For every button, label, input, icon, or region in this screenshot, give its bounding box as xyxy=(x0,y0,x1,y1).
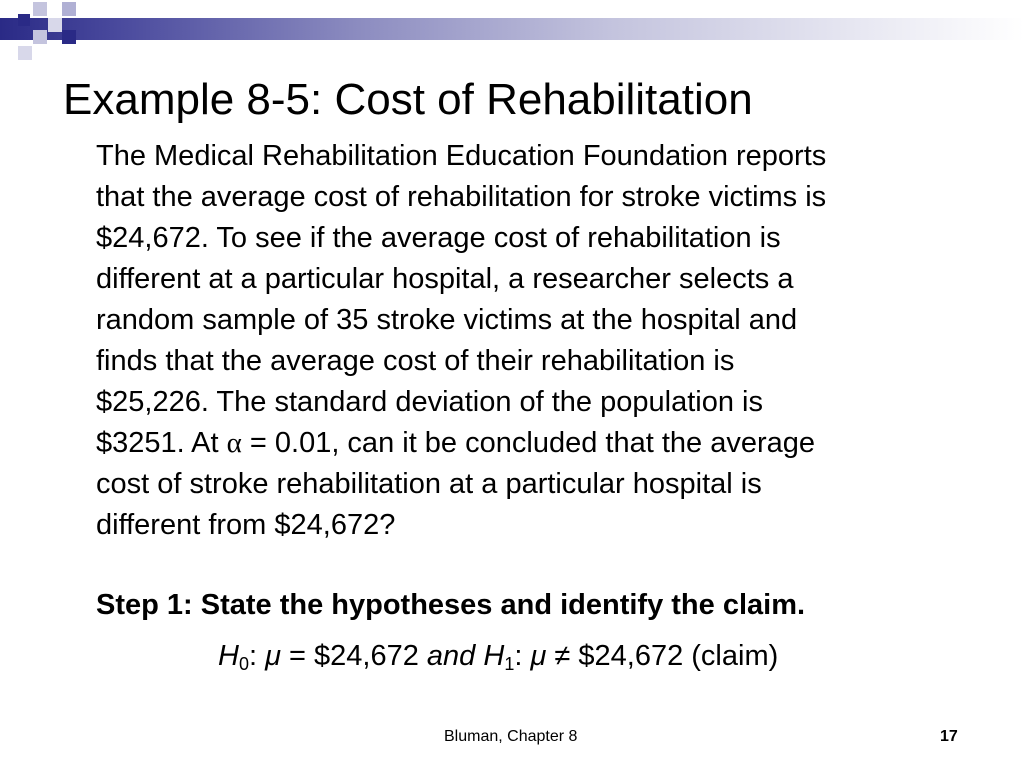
problem-paragraph xyxy=(96,136,976,546)
header-square-mid-1 xyxy=(62,2,76,16)
paragraph-line: different at a particular hospital, a researcher selects a xyxy=(96,263,794,295)
paragraph-line-alpha xyxy=(96,423,976,464)
alternative-value: ≠ $24,672 (claim) xyxy=(546,640,779,672)
paragraph-line: cost of stroke rehabilitation at a particular hospital is xyxy=(96,468,762,500)
and-word: and xyxy=(426,640,476,672)
h0-subscript: 0 xyxy=(238,654,249,674)
paragraph-line: $24,672. To see if the average cost of rehabilitation is xyxy=(96,222,781,254)
paragraph-line: $25,226. The standard deviation of the population is xyxy=(96,386,763,418)
header-square-light-2 xyxy=(48,18,62,32)
header-square-light-4 xyxy=(18,46,32,60)
header-square-dark-1 xyxy=(18,14,30,26)
mu-symbol: μ xyxy=(530,640,547,672)
header-square-light-3 xyxy=(33,30,47,44)
slide-title: Example 8-5: Cost of Rehabilitation xyxy=(63,75,753,124)
paragraph-line: different from $24,672? xyxy=(96,509,396,541)
h0-colon: : xyxy=(248,640,266,672)
null-value: = $24,672 xyxy=(280,640,427,672)
slide-footer: Bluman, Chapter 8 xyxy=(444,728,578,745)
paragraph-line: random sample of 35 stroke victims at the hospital and xyxy=(96,304,798,336)
h0-symbol: H xyxy=(218,640,239,672)
hypotheses-statement xyxy=(218,636,778,677)
mu-symbol: μ xyxy=(265,640,281,672)
paragraph-line: that the average cost of rehabilitation for stroke victims is xyxy=(96,181,827,213)
paragraph-line: finds that the average cost of their rehabilitation is xyxy=(96,345,735,377)
h1-colon: : xyxy=(514,640,531,672)
header-gradient-bar xyxy=(0,18,1024,40)
h1-subscript: 1 xyxy=(504,654,515,674)
paragraph-line: The Medical Rehabilitation Education Foundation reports xyxy=(96,140,827,172)
header-square-dark-2 xyxy=(62,30,76,44)
h1-symbol: H xyxy=(483,640,505,672)
alpha-symbol: α xyxy=(226,427,242,459)
header-square-light-1 xyxy=(33,2,47,16)
alpha-line-start: $3251. At xyxy=(96,427,227,459)
alpha-line-rest: = 0.01, can it be concluded that the average xyxy=(241,427,815,459)
page-number: 17 xyxy=(940,728,958,745)
step-1-heading: Step 1: State the hypotheses and identify the claim. xyxy=(96,589,806,621)
